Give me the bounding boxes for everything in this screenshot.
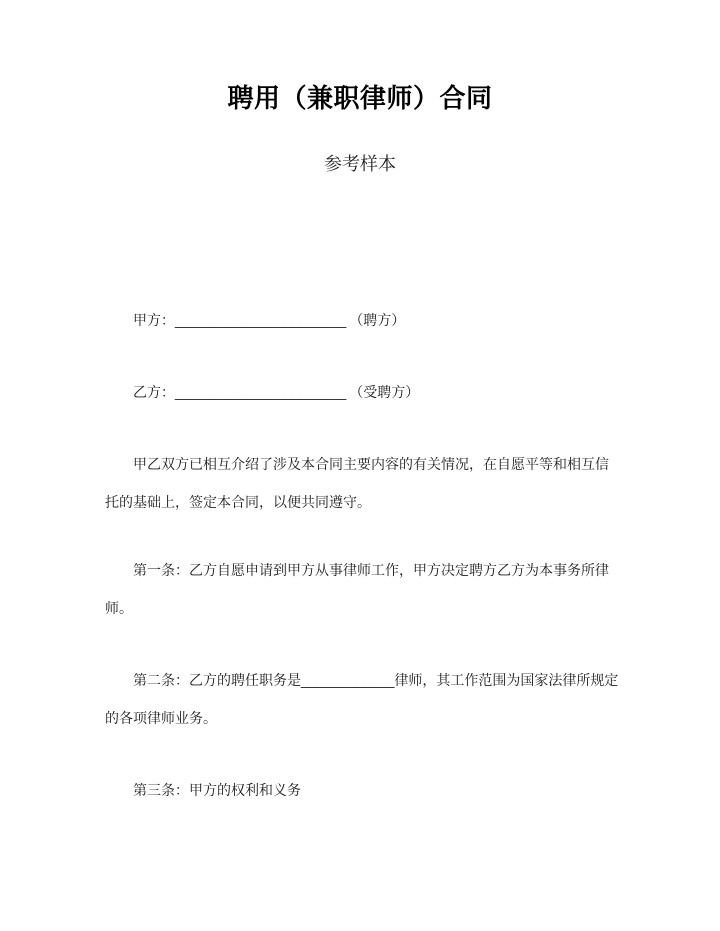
clause-1-paragraph (105, 551, 625, 627)
clause-2-line-2: 的各项律师业务。 (105, 710, 217, 726)
document-subtitle: 参考样本 (324, 154, 396, 174)
party-a-label: 甲方： (133, 312, 175, 328)
party-a-role: （聘方） (349, 312, 406, 328)
party-b-role: （受聘方） (349, 384, 420, 400)
intro-line-2: 托的基础上，签定本合同，以便共同遵守。 (105, 494, 371, 510)
party-b-label: 乙方： (133, 384, 175, 400)
intro-line-1: 甲乙双方已相互介绍了涉及本合同主要内容的有关情况，在自愿平等和相互信 (133, 456, 609, 472)
clause-1-line-2: 师。 (105, 600, 133, 616)
intro-paragraph (105, 445, 625, 521)
clause-3-paragraph (105, 771, 625, 809)
party-a-line (105, 301, 625, 339)
clause-2-paragraph (105, 661, 625, 737)
clause-1-line-1: 第一条：乙方自愿申请到甲方从事律师工作，甲方决定聘方乙方为本事务所律 (133, 562, 609, 578)
document-body (105, 301, 625, 809)
party-b-line (105, 373, 625, 411)
clause-3-line-1: 第三条：甲方的权利和义务 (133, 782, 301, 798)
clause-2-line-1: 第二条：乙方的聘任职务是____________律师，其工作范围为国家法律所规定 (133, 672, 619, 688)
party-a-blank: ______________________ (175, 312, 347, 328)
party-b-blank: ______________________ (175, 384, 347, 400)
document-title: 聘用（兼职律师）合同 (227, 83, 493, 113)
